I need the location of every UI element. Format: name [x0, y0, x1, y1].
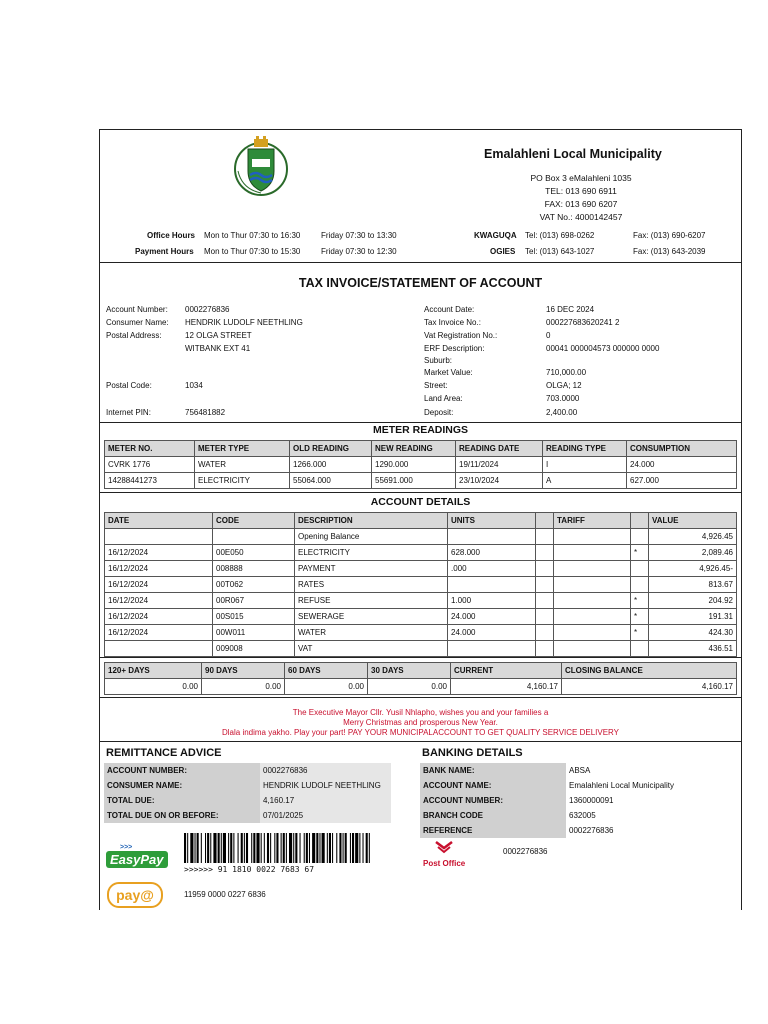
- banking-heading: BANKING DETAILS: [422, 747, 523, 759]
- table-cell: SEWERAGE: [295, 609, 448, 625]
- table-cell: 0.00: [202, 679, 285, 695]
- address-line: FAX: 013 690 6207: [544, 199, 618, 209]
- account-details-table: [104, 512, 737, 657]
- barcode-bar: [205, 833, 206, 863]
- table-cell: [536, 529, 554, 545]
- column-header: DESCRIPTION: [295, 513, 448, 529]
- table-cell: 4,160.17: [562, 679, 737, 695]
- office-hours-label: Office Hours: [147, 231, 196, 240]
- address-line: PO Box 3 eMalahleni 1035: [530, 173, 632, 183]
- barcode-bar: [345, 833, 347, 863]
- barcode-bar: [261, 833, 262, 863]
- column-header: READING TYPE: [543, 441, 627, 457]
- table-row: [104, 808, 391, 823]
- barcode-bar: [352, 833, 354, 863]
- table-cell: 16/12/2024: [105, 593, 213, 609]
- column-header: 60 DAYS: [285, 663, 368, 679]
- table-cell: [448, 641, 536, 657]
- barcode-bar: [201, 833, 202, 863]
- table-cell: 00S015: [213, 609, 295, 625]
- barcode-bar: [319, 833, 320, 863]
- account-date-label: Account Date:: [424, 305, 475, 314]
- table-cell: [631, 561, 649, 577]
- table-cell: [448, 577, 536, 593]
- barcode-bar: [223, 833, 226, 863]
- column-header: 90 DAYS: [202, 663, 285, 679]
- table-cell: 1.000: [448, 593, 536, 609]
- land-area-label: Land Area:: [424, 394, 463, 403]
- barcode-bar: [359, 833, 360, 863]
- table-cell: [554, 593, 631, 609]
- barcode-bar: [264, 833, 265, 863]
- payat-number: 11959 0000 0227 6836: [184, 890, 266, 899]
- table-cell: [554, 545, 631, 561]
- table-cell: 00T062: [213, 577, 295, 593]
- column-header: [631, 513, 649, 529]
- table-header-row: [105, 513, 737, 529]
- table-cell: CVRK 1776: [105, 457, 195, 473]
- table-cell: .000: [448, 561, 536, 577]
- table-cell: [536, 577, 554, 593]
- barcode-bar: [316, 833, 318, 863]
- payment-hours-label: Payment Hours: [135, 247, 194, 256]
- barcode-bar: [230, 833, 232, 863]
- barcode-bar: [218, 833, 220, 863]
- table-cell: 0.00: [105, 679, 202, 695]
- barcode-bar: [256, 833, 259, 863]
- table-cell: [536, 609, 554, 625]
- table-cell: 55064.000: [290, 473, 372, 489]
- table-row: [104, 778, 391, 793]
- barcode-bar: [339, 833, 341, 863]
- barcode-bar: [187, 833, 188, 863]
- table-cell: 00R067: [213, 593, 295, 609]
- column-header: 120+ DAYS: [105, 663, 202, 679]
- barcode-bar: [312, 833, 315, 863]
- table-cell: 14288441273: [105, 473, 195, 489]
- column-header: METER NO.: [105, 441, 195, 457]
- table-cell: 4,926.45: [649, 529, 737, 545]
- table-header-row: [105, 441, 737, 457]
- table-cell: VAT: [295, 641, 448, 657]
- barcode-bar: [276, 833, 278, 863]
- table-row: [420, 763, 722, 778]
- field-value: 07/01/2025: [260, 808, 391, 823]
- column-header: NEW READING: [372, 441, 456, 457]
- table-cell: 19/11/2024: [456, 457, 543, 473]
- table-cell: 16/12/2024: [105, 545, 213, 561]
- payment-barcode: [184, 833, 370, 863]
- column-header: METER TYPE: [195, 441, 290, 457]
- table-row: [420, 793, 722, 808]
- column-header: UNITS: [448, 513, 536, 529]
- field-value: 4,160.17: [260, 793, 391, 808]
- table-cell: 1290.000: [372, 457, 456, 473]
- barcode-bar: [363, 833, 364, 863]
- account-number-value: 0002276836: [185, 305, 230, 314]
- table-cell: *: [631, 609, 649, 625]
- table-cell: RATES: [295, 577, 448, 593]
- table-row: [105, 679, 737, 695]
- barcode-bar: [295, 833, 297, 863]
- message-line: Merry Christmas and prosperous New Year.: [343, 718, 498, 727]
- barcode-bar: [238, 833, 239, 863]
- barcode-bar: [241, 833, 243, 863]
- barcode-bar: [274, 833, 275, 863]
- tax-invoice-value: 000227683620241 2: [546, 318, 620, 327]
- table-row: [105, 473, 737, 489]
- post-office-reference: 0002276836: [503, 847, 548, 856]
- table-cell: [631, 529, 649, 545]
- table-row: [420, 778, 722, 793]
- table-row: [105, 545, 737, 561]
- divider: [100, 657, 741, 658]
- field-value: Emalahleni Local Municipality: [566, 778, 722, 793]
- office-hours-friday: Friday 07:30 to 13:30: [321, 231, 397, 240]
- remittance-heading: REMITTANCE ADVICE: [106, 747, 222, 759]
- branch-name: KWAGUQA: [474, 231, 517, 240]
- table-cell: [213, 529, 295, 545]
- table-cell: A: [543, 473, 627, 489]
- message-line: Dlala indima yakho. Play your part! PAY YOUR MUNICIPALACCOUNT TO GET QUALITY SERVICE DELIVERY: [221, 728, 620, 737]
- table-cell: [554, 529, 631, 545]
- barcode-bar: [246, 833, 248, 863]
- barcode-bar: [369, 833, 370, 863]
- field-label: REFERENCE: [420, 823, 566, 838]
- table-cell: I: [543, 457, 627, 473]
- column-header: CLOSING BALANCE: [562, 663, 737, 679]
- table-cell: *: [631, 625, 649, 641]
- barcode-bar: [251, 833, 252, 863]
- barcode-bar: [309, 833, 310, 863]
- table-cell: 00W011: [213, 625, 295, 641]
- column-header: [536, 513, 554, 529]
- deposit-label: Deposit:: [424, 408, 454, 417]
- barcode-bar: [322, 833, 325, 863]
- table-cell: [631, 577, 649, 593]
- table-cell: [554, 625, 631, 641]
- suburb-label: Suburb:: [424, 356, 453, 365]
- table-cell: 24.000: [448, 609, 536, 625]
- payat-logo: pay@: [107, 882, 163, 908]
- table-cell: [554, 641, 631, 657]
- table-row: [104, 763, 391, 778]
- table-cell: [536, 561, 554, 577]
- field-value: 1360000091: [566, 793, 722, 808]
- table-cell: 436.51: [649, 641, 737, 657]
- invoice-document: [99, 129, 742, 910]
- internet-pin-value: 756481882: [185, 408, 226, 417]
- tax-invoice-label: Tax Invoice No.:: [424, 318, 481, 327]
- table-cell: ELECTRICITY: [195, 473, 290, 489]
- table-cell: *: [631, 593, 649, 609]
- column-header: DATE: [105, 513, 213, 529]
- table-cell: 1266.000: [290, 457, 372, 473]
- table-header-row: [105, 663, 737, 679]
- branch-fax: Fax: (013) 643-2039: [633, 247, 706, 256]
- divider: [100, 492, 741, 493]
- table-cell: 0.00: [285, 679, 368, 695]
- barcode-bar: [210, 833, 211, 863]
- postal-address-line2: WITBANK EXT 41: [185, 344, 251, 353]
- barcode-bar: [221, 833, 222, 863]
- field-label: BRANCH CODE: [420, 808, 566, 823]
- table-cell: 424.30: [649, 625, 737, 641]
- table-cell: 24.000: [627, 457, 737, 473]
- table-cell: [105, 641, 213, 657]
- postal-address-label: Postal Address:: [106, 331, 162, 340]
- barcode-bar: [244, 833, 245, 863]
- barcode-bar: [207, 833, 209, 863]
- barcode-bar: [213, 833, 216, 863]
- barcode-bar: [350, 833, 351, 863]
- easypay-logo-text: EasyPay: [106, 851, 168, 868]
- barcode-bar: [329, 833, 331, 863]
- field-label: BANK NAME:: [420, 763, 566, 778]
- mayor-message: [100, 708, 741, 738]
- account-details-heading: ACCOUNT DETAILS: [370, 496, 471, 508]
- account-number-label: Account Number:: [106, 305, 168, 314]
- table-cell: *: [631, 545, 649, 561]
- consumer-name-value: HENDRIK LUDOLF NEETHLING: [185, 318, 303, 327]
- aging-table: [104, 662, 737, 695]
- barcode-bar: [267, 833, 269, 863]
- table-cell: [105, 529, 213, 545]
- table-cell: [536, 545, 554, 561]
- postal-address-line1: 12 OLGA STREET: [185, 331, 252, 340]
- table-row: [105, 457, 737, 473]
- table-cell: [536, 593, 554, 609]
- field-label: ACCOUNT NUMBER:: [104, 763, 260, 778]
- erf-description-value: 00041 000004573 000000 0000: [546, 344, 660, 353]
- field-value: 632005: [566, 808, 722, 823]
- table-cell: [631, 641, 649, 657]
- barcode-bar: [343, 833, 344, 863]
- table-row: [105, 577, 737, 593]
- table-row: [420, 823, 722, 838]
- field-label: ACCOUNT NUMBER:: [420, 793, 566, 808]
- divider: [100, 262, 741, 263]
- column-header: VALUE: [649, 513, 737, 529]
- table-row: [104, 793, 391, 808]
- message-line: The Executive Mayor Cllr. Yusil Nhlapho, wishes you and your families a: [292, 708, 549, 717]
- field-value: HENDRIK LUDOLF NEETHLING: [260, 778, 391, 793]
- page-title: TAX INVOICE/STATEMENT OF ACCOUNT: [298, 276, 543, 290]
- table-cell: 191.31: [649, 609, 737, 625]
- table-cell: PAYMENT: [295, 561, 448, 577]
- table-cell: ELECTRICITY: [295, 545, 448, 561]
- field-value: 0002276836: [566, 823, 722, 838]
- table-cell: 23/10/2024: [456, 473, 543, 489]
- postal-code-label: Postal Code:: [106, 381, 152, 390]
- divider: [100, 741, 741, 742]
- barcode-bar: [228, 833, 229, 863]
- table-cell: 628.000: [448, 545, 536, 561]
- remittance-table: [104, 763, 391, 823]
- column-header: READING DATE: [456, 441, 543, 457]
- table-row: [105, 609, 737, 625]
- column-header: OLD READING: [290, 441, 372, 457]
- internet-pin-label: Internet PIN:: [106, 408, 151, 417]
- payment-hours-friday: Friday 07:30 to 12:30: [321, 247, 397, 256]
- table-cell: 16/12/2024: [105, 609, 213, 625]
- vat-registration-value: 0: [546, 331, 551, 340]
- table-cell: [554, 577, 631, 593]
- table-cell: WATER: [195, 457, 290, 473]
- table-cell: 4,926.45-: [649, 561, 737, 577]
- address-line: VAT No.: 4000142457: [539, 212, 623, 222]
- account-date-value: 16 DEC 2024: [546, 305, 595, 314]
- barcode-bar: [355, 833, 358, 863]
- barcode-bar: [304, 833, 305, 863]
- address-line: TEL: 013 690 6911: [545, 186, 617, 196]
- field-label: ACCOUNT NAME:: [420, 778, 566, 793]
- meter-readings-table: [104, 440, 737, 489]
- barcode-bar: [306, 833, 308, 863]
- barcode-bar: [184, 833, 186, 863]
- table-cell: 2,089.46: [649, 545, 737, 561]
- table-row: [105, 561, 737, 577]
- table-cell: 0.00: [368, 679, 451, 695]
- table-cell: 009008: [213, 641, 295, 657]
- land-area-value: 703.0000: [546, 394, 580, 403]
- table-row: [105, 641, 737, 657]
- branch-tel: Tel: (013) 643-1027: [525, 247, 595, 256]
- barcode-bar: [300, 833, 301, 863]
- barcode-bar: [286, 833, 287, 863]
- table-cell: 008888: [213, 561, 295, 577]
- post-office-logo-text: Post Office: [423, 859, 466, 868]
- market-value-label: Market Value:: [424, 368, 473, 377]
- field-label: CONSUMER NAME:: [104, 778, 260, 793]
- erf-description-label: ERF Description:: [424, 344, 485, 353]
- barcode-bar: [293, 833, 294, 863]
- barcode-bar: [281, 833, 282, 863]
- divider: [100, 697, 741, 698]
- table-cell: Opening Balance: [295, 529, 448, 545]
- table-cell: 24.000: [448, 625, 536, 641]
- easypay-arrows-icon: >>>: [120, 844, 133, 851]
- table-row: [420, 808, 722, 823]
- table-cell: 16/12/2024: [105, 625, 213, 641]
- barcode-bar: [197, 833, 199, 863]
- branch-name: OGIES: [490, 247, 516, 256]
- table-cell: [554, 609, 631, 625]
- table-cell: 813.67: [649, 577, 737, 593]
- banking-table: [420, 763, 722, 838]
- table-cell: 16/12/2024: [105, 561, 213, 577]
- post-office-logo: [423, 840, 465, 868]
- vat-registration-label: Vat Registration No.:: [424, 331, 498, 340]
- barcode-bar: [190, 833, 193, 863]
- table-cell: 627.000: [627, 473, 737, 489]
- barcode-number: >>>>>> 91 1810 0022 7683 67: [184, 865, 315, 874]
- municipality-address: [501, 172, 661, 224]
- barcode-bar: [195, 833, 196, 863]
- field-label: TOTAL DUE:: [104, 793, 260, 808]
- table-cell: 16/12/2024: [105, 577, 213, 593]
- municipality-name: Emalahleni Local Municipality: [484, 147, 662, 161]
- column-header: 30 DAYS: [368, 663, 451, 679]
- office-hours-weekday: Mon to Thur 07:30 to 16:30: [204, 231, 301, 240]
- table-row: [105, 625, 737, 641]
- table-cell: 55691.000: [372, 473, 456, 489]
- field-value: ABSA: [566, 763, 722, 778]
- table-cell: 204.92: [649, 593, 737, 609]
- table-cell: 00E050: [213, 545, 295, 561]
- table-row: [105, 593, 737, 609]
- column-header: TARIFF: [554, 513, 631, 529]
- table-cell: WATER: [295, 625, 448, 641]
- field-label: TOTAL DUE ON OR BEFORE:: [104, 808, 260, 823]
- coat-of-arms-logo: [230, 135, 292, 197]
- market-value-value: 710,000.00: [546, 368, 587, 377]
- consumer-name-label: Consumer Name:: [106, 318, 169, 327]
- easypay-logo: [106, 844, 168, 868]
- column-header: CURRENT: [451, 663, 562, 679]
- field-value: 0002276836: [260, 763, 391, 778]
- table-cell: [554, 561, 631, 577]
- table-cell: [536, 641, 554, 657]
- barcode-bar: [366, 833, 368, 863]
- barcode-bar: [332, 833, 333, 863]
- column-header: CODE: [213, 513, 295, 529]
- barcode-bar: [233, 833, 234, 863]
- postal-code-value: 1034: [185, 381, 203, 390]
- barcode-bar: [283, 833, 285, 863]
- table-cell: 4,160.17: [451, 679, 562, 695]
- branch-tel: Tel: (013) 698-0262: [525, 231, 595, 240]
- barcode-bar: [253, 833, 255, 863]
- payment-hours-weekday: Mon to Thur 07:30 to 15:30: [204, 247, 301, 256]
- table-row: [105, 529, 737, 545]
- barcode-bar: [336, 833, 337, 863]
- street-value: OLGA; 12: [546, 381, 582, 390]
- barcode-bar: [327, 833, 328, 863]
- table-cell: REFUSE: [295, 593, 448, 609]
- divider: [100, 422, 741, 423]
- post-office-icon: [435, 840, 453, 854]
- barcode-bar: [289, 833, 292, 863]
- street-label: Street:: [424, 381, 448, 390]
- barcode-bar: [270, 833, 271, 863]
- table-cell: [448, 529, 536, 545]
- branch-fax: Fax: (013) 690-6207: [633, 231, 706, 240]
- meter-readings-heading: METER READINGS: [372, 424, 469, 436]
- deposit-value: 2,400.00: [546, 408, 578, 417]
- table-cell: [536, 625, 554, 641]
- column-header: CONSUMPTION: [627, 441, 737, 457]
